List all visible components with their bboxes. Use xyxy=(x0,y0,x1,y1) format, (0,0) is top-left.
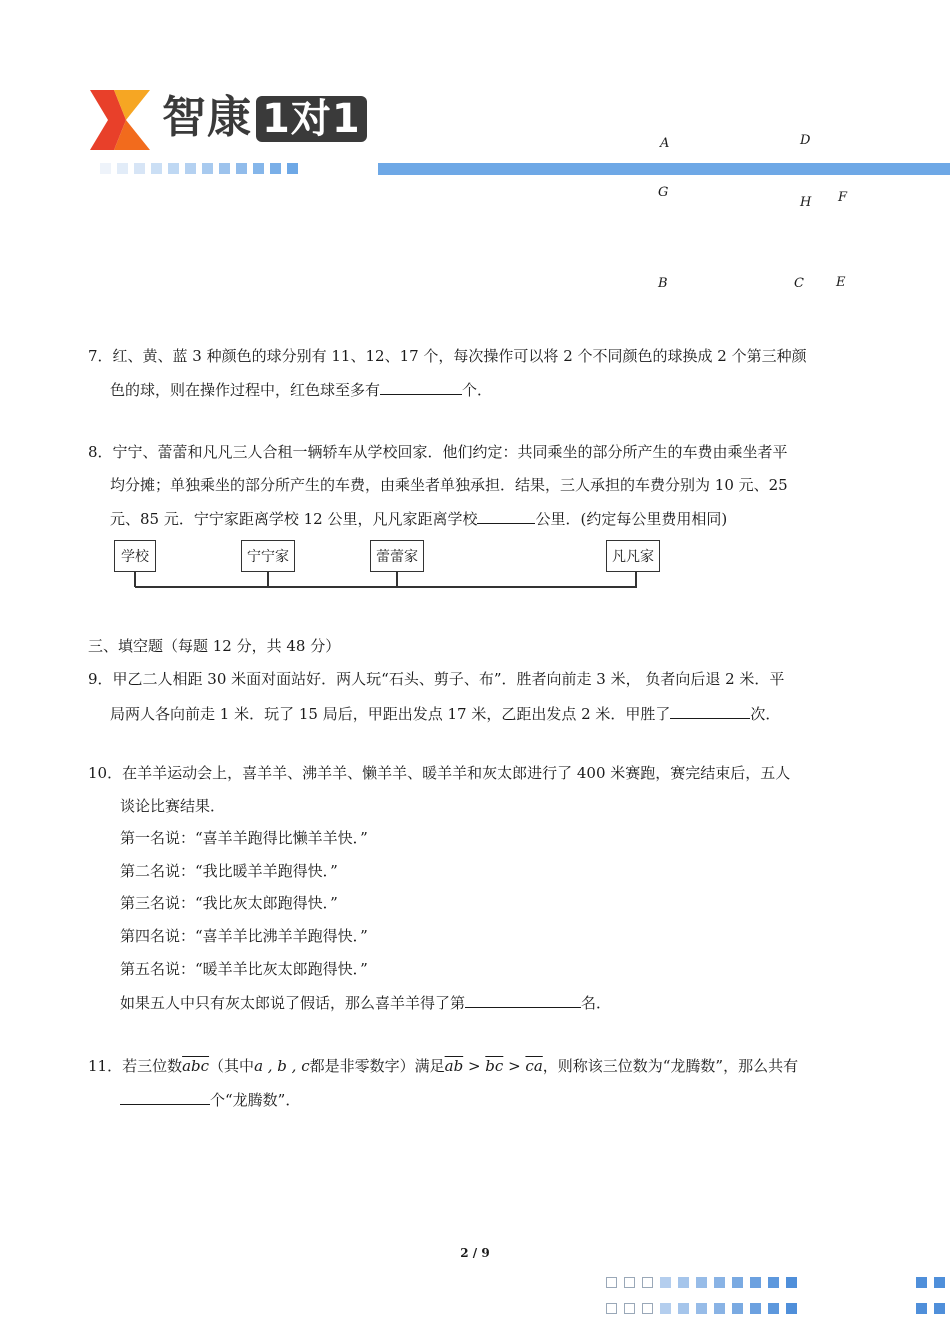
logo-badge: 1对1 xyxy=(256,96,367,142)
point-d: D xyxy=(800,133,811,148)
q9-answer-blank[interactable] xyxy=(670,703,750,719)
q10-answer-blank[interactable] xyxy=(465,992,581,1008)
q10-statement-3: 第三名说：“我比灰太郎跑得快．” xyxy=(120,894,338,912)
decor-square xyxy=(750,1277,761,1288)
q10-line2: 谈论比赛结果． xyxy=(120,797,226,815)
route-line xyxy=(135,586,637,588)
point-f: F xyxy=(838,190,848,205)
decor-square xyxy=(100,163,111,174)
decor-square xyxy=(696,1303,707,1314)
header-squares xyxy=(100,163,298,174)
decor-square xyxy=(786,1277,797,1288)
logo-mark-icon xyxy=(90,90,150,150)
decor-square xyxy=(750,1303,761,1314)
point-g: G xyxy=(658,185,669,200)
decor-square xyxy=(714,1303,725,1314)
route-tick xyxy=(134,572,136,587)
decor-square xyxy=(287,163,298,174)
decor-square xyxy=(253,163,264,174)
q8-line3: 元、85 元．宁宁家距离学校 12 公里，凡凡家距离学校 公里．(约定每公里费用相同) xyxy=(110,510,728,528)
q8-line2: 均分摊；单独乘坐的部分所产生的车费，由乘坐者单独承担．结果，三人承担的车费分别为 10 元、25 xyxy=(110,476,788,494)
decor-square xyxy=(219,163,230,174)
decor-square xyxy=(606,1303,617,1314)
route-tick xyxy=(267,572,269,587)
decor-square xyxy=(678,1303,689,1314)
decor-square xyxy=(185,163,196,174)
footer-squares-row xyxy=(606,1303,797,1314)
decor-square xyxy=(270,163,281,174)
point-c: C xyxy=(794,276,804,291)
stop-school: 学校 xyxy=(114,540,156,572)
point-b: B xyxy=(658,276,668,291)
decor-square xyxy=(916,1303,927,1314)
q7-line2: 色的球，则在操作过程中，红色球至多有 个． xyxy=(110,381,493,399)
decor-square xyxy=(916,1277,927,1288)
decor-square xyxy=(768,1277,779,1288)
q9-line1: 9．甲乙二人相距 30 米面对面站好．两人玩“石头、剪子、布”．胜者向前走 3 米， 负者向后退 2 米．平 xyxy=(88,670,785,688)
decor-square xyxy=(660,1303,671,1314)
q8-answer-blank[interactable] xyxy=(477,508,535,524)
q11-answer-blank[interactable] xyxy=(120,1089,210,1105)
q11-line2: 个“龙腾数”． xyxy=(120,1089,300,1110)
decor-square xyxy=(732,1277,743,1288)
point-e: E xyxy=(836,275,846,290)
route-tick xyxy=(396,572,398,587)
decor-square xyxy=(168,163,179,174)
decor-square xyxy=(624,1303,635,1314)
header-bar xyxy=(378,163,950,175)
decor-square xyxy=(134,163,145,174)
decor-square xyxy=(151,163,162,174)
decor-square xyxy=(642,1277,653,1288)
decor-square xyxy=(696,1277,707,1288)
decor-square xyxy=(732,1303,743,1314)
decor-square xyxy=(934,1277,945,1288)
decor-square xyxy=(678,1277,689,1288)
decor-square xyxy=(714,1277,725,1288)
q11-line1: 11．若三位数$\overline{abc}$（其中a , b , c都是非零数字）满足$\overline{ab} > \overline{bc} > \overline{ca}$，则称该三位数为“龙腾数”，那么共有 xyxy=(88,1057,799,1075)
decor-square xyxy=(236,163,247,174)
q10-statement-2: 第二名说：“我比暖羊羊跑得快．” xyxy=(120,862,338,880)
stop-leilei-home: 蕾蕾家 xyxy=(370,540,424,572)
logo-text: 智康 1对1 xyxy=(162,92,367,144)
q10-statement-1: 第一名说：“喜羊羊跑得比懒羊羊快．” xyxy=(120,829,368,847)
q8-line1: 8．宁宁、蕾蕾和凡凡三人合租一辆轿车从学校回家．他们约定：共同乘坐的部分所产生的车费由乘坐者平 xyxy=(88,443,788,461)
q10-statement-5: 第五名说：“暖羊羊比灰太郎跑得快．” xyxy=(120,960,368,978)
q7-answer-blank[interactable] xyxy=(380,379,462,395)
footer-squares-right xyxy=(916,1277,945,1288)
q10-statement-4: 第四名说：“喜羊羊比沸羊羊跑得快．” xyxy=(120,927,368,945)
decor-square xyxy=(768,1303,779,1314)
point-h: H xyxy=(800,195,812,210)
page-number: 2 / 9 xyxy=(460,1246,490,1260)
decor-square xyxy=(934,1303,945,1314)
q9-line2: 局两人各向前走 1 米．玩了 15 局后，甲距出发点 17 米，乙距出发点 2 米．甲胜了 次． xyxy=(110,705,781,723)
point-a: A xyxy=(660,136,670,151)
route-tick xyxy=(635,572,637,587)
decor-square xyxy=(606,1277,617,1288)
decor-square xyxy=(202,163,213,174)
q10-last-line: 如果五人中只有灰太郎说了假话，那么喜羊羊得了第 名． xyxy=(120,994,612,1012)
stop-ningning-home: 宁宁家 xyxy=(241,540,295,572)
decor-square xyxy=(660,1277,671,1288)
decor-square xyxy=(117,163,128,174)
q10-line1: 10．在羊羊运动会上，喜羊羊、沸羊羊、懒羊羊、暖羊羊和灰太郎进行了 400 米赛跑，赛完结束后，五人 xyxy=(88,764,791,782)
decor-square xyxy=(642,1303,653,1314)
section-title: 三、填空题（每题 12 分，共 48 分） xyxy=(88,637,341,655)
q7-line1: 7．红、黄、蓝 3 种颜色的球分别有 11、12、17 个，每次操作可以将 2 个不同颜色的球换成 2 个第三种颜 xyxy=(88,347,807,365)
decor-square xyxy=(786,1303,797,1314)
footer-squares-row xyxy=(606,1277,797,1288)
footer-squares-right xyxy=(916,1303,945,1314)
decor-square xyxy=(624,1277,635,1288)
stop-fanfan-home: 凡凡家 xyxy=(606,540,660,572)
